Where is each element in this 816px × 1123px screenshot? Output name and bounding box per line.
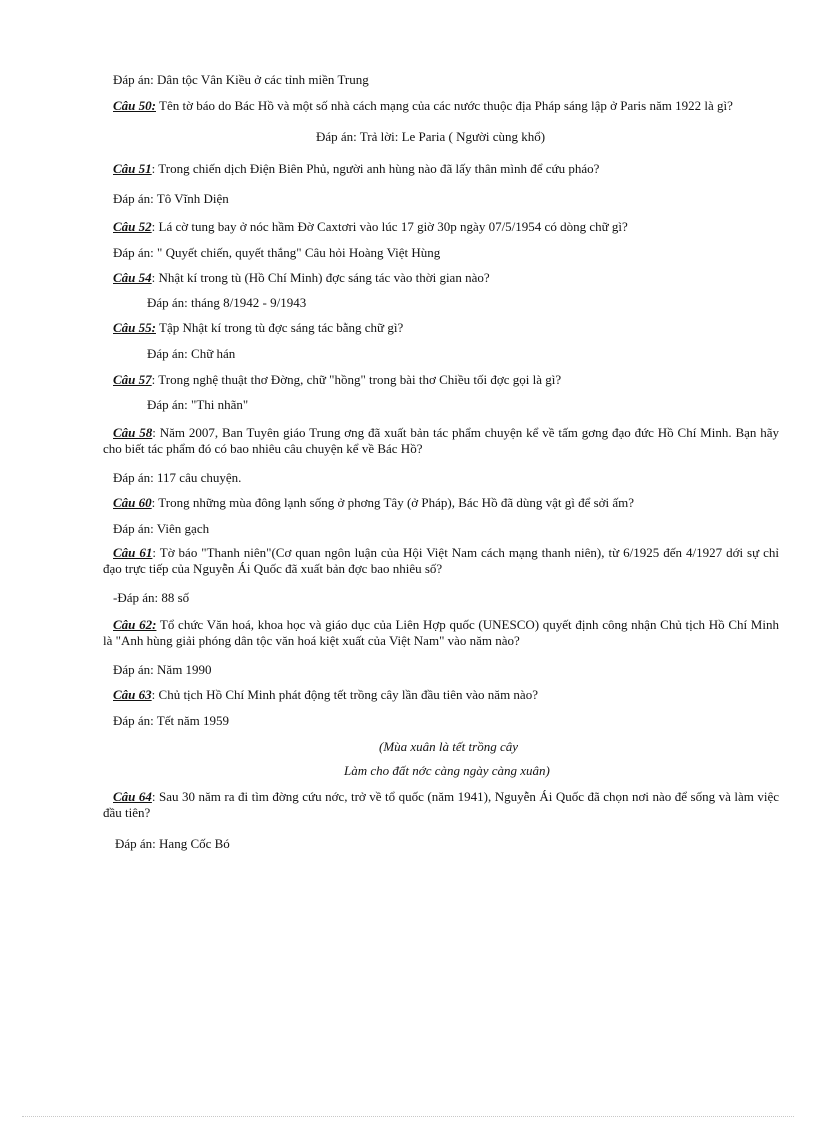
answer-54: Đáp án: tháng 8/1942 - 9/1943	[147, 295, 307, 310]
question-label: Câu 57	[113, 372, 152, 387]
question-label: Câu 54	[113, 270, 152, 285]
question-label: Câu 58	[113, 425, 153, 440]
poem-line: Làm cho đất nớc càng ngày càng xuân)	[344, 763, 550, 778]
answer-57: Đáp án: "Thi nhãn"	[147, 397, 249, 412]
question-54: Câu 54: Nhật kí trong tù (Hồ Chí Minh) đợc sáng tác vào thời gian nào?	[113, 270, 490, 285]
question-60: Câu 60: Trong những mùa đông lạnh sống ở phơng Tây (ở Pháp), Bác Hồ đã dùng vật gì để sởi ấm?	[113, 495, 635, 510]
question-label: Câu 64	[113, 789, 152, 804]
question-label: Câu 63	[113, 687, 152, 702]
question-label: Câu 62:	[113, 617, 157, 632]
question-label: Câu 52	[113, 219, 152, 234]
answer-55: Đáp án: Chữ hán	[147, 346, 236, 361]
answer-62: Đáp án: Năm 1990	[113, 662, 212, 677]
question-63: Câu 63: Chủ tịch Hồ Chí Minh phát động tết trồng cây lần đầu tiên vào năm nào?	[113, 687, 538, 702]
question-61: Câu 61: Tờ báo "Thanh niên"(Cơ quan ngôn luận của Hội Việt Nam cách mạng thanh niên), từ 6/1925 đến 4/1927 dới sự chỉ đạo trực tiếp của Nguyễn Ái Quốc đã xuất bản đợc bao nhiêu số?	[103, 545, 780, 576]
poem-line: (Mùa xuân là tết trồng cây	[379, 739, 518, 754]
question-57: Câu 57: Trong nghệ thuật thơ Đờng, chữ "hồng" trong bài thơ Chiều tối đợc gọi là gì?	[113, 372, 562, 387]
answer-61: -Đáp án: 88 số	[113, 590, 190, 605]
question-58: Câu 58: Năm 2007, Ban Tuyên giáo Trung ơng đã xuất bản tác phẩm chuyện kể về tấm gơng đạo đức Hồ Chí Minh. Bạn hãy cho biết tác phẩm đó có bao nhiêu câu chuyện kể về Bác Hồ?	[103, 425, 780, 456]
question-64: Câu 64: Sau 30 năm ra đi tìm đờng cứu nớc, trở về tổ quốc (năm 1941), Nguyễn Ái Quốc đã chọn nơi nào để sống và làm việc đầu tiên?	[103, 789, 779, 820]
answer-50: Đáp án: Trả lời: Le Paria ( Người cùng khổ)	[316, 129, 546, 144]
answer-63: Đáp án: Tết năm 1959	[113, 713, 230, 728]
answer-line: Đáp án: Dân tộc Vân Kiều ở các tỉnh miền Trung	[113, 72, 369, 87]
answer-60: Đáp án: Viên gạch	[113, 521, 210, 536]
page-bottom-divider	[22, 1116, 794, 1117]
question-51: Câu 51: Trong chiến dịch Điện Biên Phủ, người anh hùng nào đã lấy thân mình để cứu pháo?	[113, 161, 600, 176]
question-52: Câu 52: Lá cờ tung bay ở nóc hầm Đờ Caxtơri vào lúc 17 giờ 30p ngày 07/5/1954 có dòng chữ gì?	[113, 219, 628, 234]
question-label: Câu 50:	[113, 98, 156, 113]
question-label: Câu 60	[113, 495, 152, 510]
answer-52: Đáp án: " Quyết chiến, quyết thắng" Câu hỏi Hoàng Việt Hùng	[113, 245, 441, 260]
question-label: Câu 51	[113, 161, 152, 176]
answer-51: Đáp án: Tô Vĩnh Diện	[113, 191, 229, 206]
question-label: Câu 55:	[113, 320, 156, 335]
answer-58: Đáp án: 117 câu chuyện.	[113, 470, 242, 485]
answer-64: Đáp án: Hang Cốc Bó	[115, 836, 230, 851]
question-55: Câu 55: Tập Nhật kí trong tù đợc sáng tác bằng chữ gì?	[113, 320, 404, 335]
question-label: Câu 61	[113, 545, 153, 560]
question-62: Câu 62: Tổ chức Văn hoá, khoa học và giáo dục của Liên Hợp quốc (UNESCO) quyết định công nhận Chủ tịch Hồ Chí Minh là "Anh hùng giải phóng dân tộc văn hoá kiệt xuất của Việt Nam" vào năm nào?	[103, 617, 779, 648]
question-50: Câu 50: Tên tờ báo do Bác Hồ và một số nhà cách mạng của các nước thuộc địa Pháp sáng lập ở Paris năm 1922 là gì?	[113, 98, 733, 113]
